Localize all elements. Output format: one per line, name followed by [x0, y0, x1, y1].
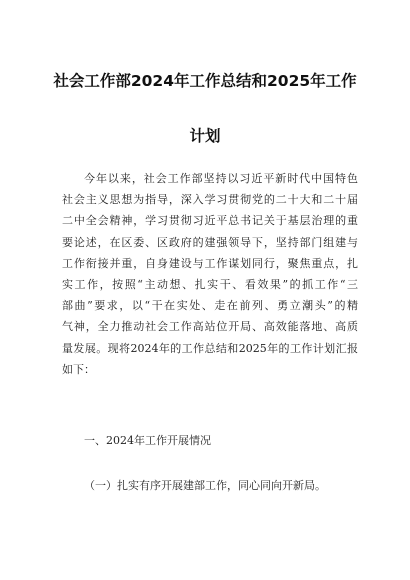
paragraph-line: 部曲”要求，以“干在实处、走在前列、勇立潮头”的精 [62, 299, 358, 313]
subsection-heading: （一）扎实有序开展建部工作，同心同向开新局。 [84, 479, 326, 492]
section-heading: 一、2024年工作开展情况 [84, 434, 211, 447]
paragraph-line: 实工作，按照“主动想、扎实干、看效果”的抓工作“三 [62, 277, 358, 291]
paragraph-line: 今年以来，社会工作部坚持以习近平新时代中国特色 [84, 172, 358, 185]
document-title-line-2: 计划 [189, 127, 221, 145]
paragraph-line: 要论述，在区委、区政府的建强领导下，坚持部门组建与 [62, 235, 358, 249]
paragraph-line: 量发展。现将2024年的工作总结和2025年的工作计划汇报 [62, 341, 358, 355]
paragraph-line: 二中全会精神，学习贯彻习近平总书记关于基层治理的重 [62, 214, 358, 228]
paragraph-line: 如下： [62, 362, 95, 376]
paragraph-line: 工作衔接并重，自身建设与工作谋划同行，聚焦重点，扎 [62, 256, 358, 270]
paragraph-line: 社会主义思想为指导，深入学习贯彻党的二十大和二十届 [62, 193, 358, 207]
paragraph-line: 气神，全力推动社会工作高站位开局、高效能落地、高质 [62, 320, 358, 334]
document-title-line-1: 社会工作部2024年工作总结和2025年工作 [53, 72, 357, 90]
intro-paragraph [62, 168, 358, 380]
